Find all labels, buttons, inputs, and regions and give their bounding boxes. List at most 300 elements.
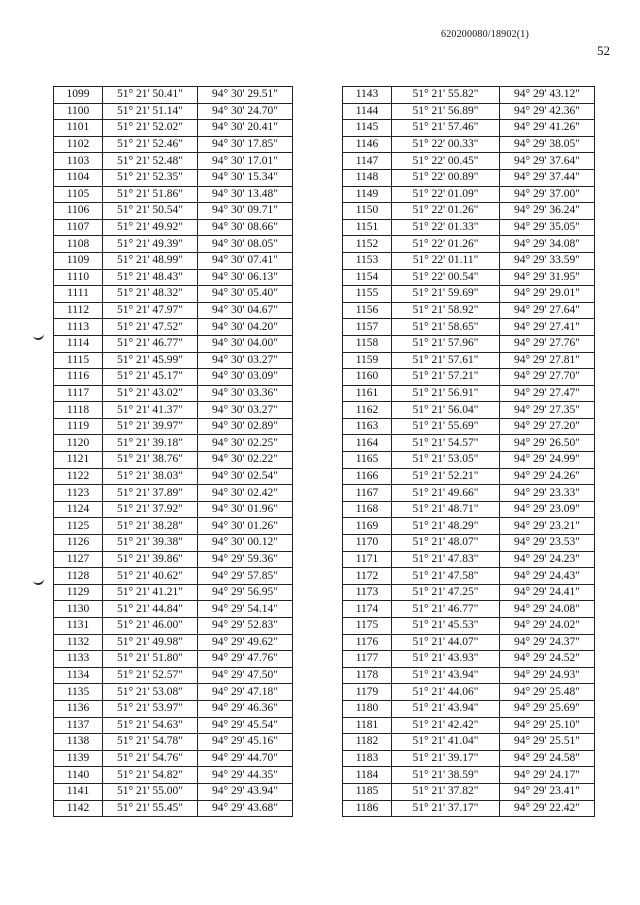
point-number-cell: 1174 bbox=[343, 601, 392, 618]
longitude-cell: 94° 30' 24.70" bbox=[198, 103, 293, 120]
longitude-cell: 94° 30' 08.66" bbox=[198, 219, 293, 236]
table-row bbox=[343, 535, 595, 552]
latitude-cell: 51° 21' 37.82" bbox=[392, 783, 500, 800]
point-number-cell: 1137 bbox=[54, 717, 103, 734]
longitude-cell: 94° 30' 02.89" bbox=[198, 418, 293, 435]
point-number-cell: 1164 bbox=[343, 435, 392, 452]
longitude-cell: 94° 29' 45.16" bbox=[198, 734, 293, 751]
latitude-cell: 51° 21' 50.54" bbox=[103, 203, 198, 220]
point-number-cell: 1151 bbox=[343, 219, 392, 236]
longitude-cell: 94° 29' 37.44" bbox=[500, 169, 595, 186]
point-number-cell: 1136 bbox=[54, 700, 103, 717]
latitude-cell: 51° 22' 01.26" bbox=[392, 236, 500, 253]
point-number-cell: 1116 bbox=[54, 369, 103, 386]
latitude-cell: 51° 21' 39.97" bbox=[103, 418, 198, 435]
point-number-cell: 1120 bbox=[54, 435, 103, 452]
point-number-cell: 1139 bbox=[54, 750, 103, 767]
longitude-cell: 94° 30' 17.01" bbox=[198, 153, 293, 170]
table-row bbox=[54, 418, 293, 435]
table-row bbox=[54, 103, 293, 120]
table-row bbox=[54, 468, 293, 485]
point-number-cell: 1125 bbox=[54, 518, 103, 535]
longitude-cell: 94° 29' 24.93" bbox=[500, 667, 595, 684]
point-number-cell: 1145 bbox=[343, 120, 392, 137]
point-number-cell: 1122 bbox=[54, 468, 103, 485]
table-row bbox=[343, 584, 595, 601]
point-number-cell: 1134 bbox=[54, 667, 103, 684]
table-row bbox=[54, 286, 293, 303]
table-row bbox=[343, 618, 595, 635]
latitude-cell: 51° 21' 54.78" bbox=[103, 734, 198, 751]
longitude-cell: 94° 30' 03.27" bbox=[198, 402, 293, 419]
latitude-cell: 51° 21' 49.98" bbox=[103, 634, 198, 651]
page-number: 52 bbox=[597, 43, 610, 58]
table-row bbox=[54, 634, 293, 651]
longitude-cell: 94° 29' 31.95" bbox=[500, 269, 595, 286]
point-number-cell: 1099 bbox=[54, 87, 103, 104]
longitude-cell: 94° 30' 13.48" bbox=[198, 186, 293, 203]
point-number-cell: 1140 bbox=[54, 767, 103, 784]
point-number-cell: 1171 bbox=[343, 551, 392, 568]
point-number-cell: 1166 bbox=[343, 468, 392, 485]
longitude-cell: 94° 29' 38.05" bbox=[500, 136, 595, 153]
longitude-cell: 94° 30' 03.27" bbox=[198, 352, 293, 369]
longitude-cell: 94° 29' 25.69" bbox=[500, 700, 595, 717]
latitude-cell: 51° 21' 45.99" bbox=[103, 352, 198, 369]
table-row bbox=[54, 269, 293, 286]
point-number-cell: 1124 bbox=[54, 501, 103, 518]
point-number-cell: 1148 bbox=[343, 169, 392, 186]
point-number-cell: 1106 bbox=[54, 203, 103, 220]
latitude-cell: 51° 21' 47.58" bbox=[392, 568, 500, 585]
point-number-cell: 1121 bbox=[54, 452, 103, 469]
table-row bbox=[343, 252, 595, 269]
latitude-cell: 51° 21' 39.17" bbox=[392, 750, 500, 767]
point-number-cell: 1138 bbox=[54, 734, 103, 751]
longitude-cell: 94° 30' 17.85" bbox=[198, 136, 293, 153]
point-number-cell: 1146 bbox=[343, 136, 392, 153]
longitude-cell: 94° 29' 24.99" bbox=[500, 452, 595, 469]
longitude-cell: 94° 30' 20.41" bbox=[198, 120, 293, 137]
table-row bbox=[54, 651, 293, 668]
point-number-cell: 1111 bbox=[54, 286, 103, 303]
latitude-cell: 51° 21' 55.82" bbox=[392, 87, 500, 104]
table-row bbox=[54, 302, 293, 319]
longitude-cell: 94° 29' 29.01" bbox=[500, 286, 595, 303]
table-row bbox=[343, 169, 595, 186]
table-row bbox=[54, 452, 293, 469]
longitude-cell: 94° 29' 23.33" bbox=[500, 485, 595, 502]
table-row bbox=[54, 120, 293, 137]
table-row bbox=[54, 601, 293, 618]
latitude-cell: 51° 21' 48.71" bbox=[392, 501, 500, 518]
point-number-cell: 1112 bbox=[54, 302, 103, 319]
point-number-cell: 1101 bbox=[54, 120, 103, 137]
longitude-cell: 94° 30' 29.51" bbox=[198, 87, 293, 104]
latitude-cell: 51° 21' 54.63" bbox=[103, 717, 198, 734]
table-row bbox=[343, 435, 595, 452]
table-row bbox=[343, 601, 595, 618]
table-row bbox=[343, 717, 595, 734]
latitude-cell: 51° 21' 49.92" bbox=[103, 219, 198, 236]
point-number-cell: 1181 bbox=[343, 717, 392, 734]
latitude-cell: 51° 22' 00.54" bbox=[392, 269, 500, 286]
point-number-cell: 1160 bbox=[343, 369, 392, 386]
table-row bbox=[343, 501, 595, 518]
table-row bbox=[54, 535, 293, 552]
longitude-cell: 94° 29' 22.42" bbox=[500, 800, 595, 817]
table-row bbox=[343, 269, 595, 286]
latitude-cell: 51° 21' 47.83" bbox=[392, 551, 500, 568]
point-number-cell: 1173 bbox=[343, 584, 392, 601]
table-row bbox=[54, 319, 293, 336]
longitude-cell: 94° 29' 36.24" bbox=[500, 203, 595, 220]
longitude-cell: 94° 29' 24.26" bbox=[500, 468, 595, 485]
point-number-cell: 1176 bbox=[343, 634, 392, 651]
latitude-cell: 51° 21' 52.46" bbox=[103, 136, 198, 153]
point-number-cell: 1117 bbox=[54, 385, 103, 402]
margin-mark bbox=[32, 330, 44, 341]
table-row bbox=[343, 302, 595, 319]
latitude-cell: 51° 22' 00.33" bbox=[392, 136, 500, 153]
table-row bbox=[343, 286, 595, 303]
table-row bbox=[343, 219, 595, 236]
table-row bbox=[343, 518, 595, 535]
latitude-cell: 51° 21' 44.07" bbox=[392, 634, 500, 651]
point-number-cell: 1123 bbox=[54, 485, 103, 502]
longitude-cell: 94° 29' 24.17" bbox=[500, 767, 595, 784]
longitude-cell: 94° 30' 02.25" bbox=[198, 435, 293, 452]
coordinates-table-left bbox=[53, 86, 293, 817]
latitude-cell: 51° 21' 59.69" bbox=[392, 286, 500, 303]
longitude-cell: 94° 30' 15.34" bbox=[198, 169, 293, 186]
table-row bbox=[54, 783, 293, 800]
longitude-cell: 94° 29' 25.51" bbox=[500, 734, 595, 751]
point-number-cell: 1104 bbox=[54, 169, 103, 186]
longitude-cell: 94° 29' 23.21" bbox=[500, 518, 595, 535]
latitude-cell: 51° 21' 57.96" bbox=[392, 335, 500, 352]
longitude-cell: 94° 29' 43.94" bbox=[198, 783, 293, 800]
latitude-cell: 51° 21' 46.77" bbox=[103, 335, 198, 352]
longitude-cell: 94° 29' 26.50" bbox=[500, 435, 595, 452]
latitude-cell: 51° 21' 41.21" bbox=[103, 584, 198, 601]
table-row bbox=[343, 485, 595, 502]
latitude-cell: 51° 21' 58.92" bbox=[392, 302, 500, 319]
table-row bbox=[343, 120, 595, 137]
latitude-cell: 51° 21' 58.65" bbox=[392, 319, 500, 336]
longitude-cell: 94° 30' 08.05" bbox=[198, 236, 293, 253]
table-row bbox=[343, 767, 595, 784]
latitude-cell: 51° 21' 52.21" bbox=[392, 468, 500, 485]
point-number-cell: 1128 bbox=[54, 568, 103, 585]
point-number-cell: 1182 bbox=[343, 734, 392, 751]
longitude-cell: 94° 29' 24.52" bbox=[500, 651, 595, 668]
longitude-cell: 94° 29' 23.09" bbox=[500, 501, 595, 518]
point-number-cell: 1118 bbox=[54, 402, 103, 419]
latitude-cell: 51° 21' 57.46" bbox=[392, 120, 500, 137]
table-row bbox=[343, 667, 595, 684]
latitude-cell: 51° 21' 48.32" bbox=[103, 286, 198, 303]
table-row bbox=[54, 584, 293, 601]
point-number-cell: 1180 bbox=[343, 700, 392, 717]
point-number-cell: 1135 bbox=[54, 684, 103, 701]
point-number-cell: 1102 bbox=[54, 136, 103, 153]
longitude-cell: 94° 29' 27.64" bbox=[500, 302, 595, 319]
latitude-cell: 51° 21' 41.04" bbox=[392, 734, 500, 751]
longitude-cell: 94° 30' 02.42" bbox=[198, 485, 293, 502]
longitude-cell: 94° 29' 37.64" bbox=[500, 153, 595, 170]
latitude-cell: 51° 21' 54.76" bbox=[103, 750, 198, 767]
longitude-cell: 94° 29' 47.50" bbox=[198, 667, 293, 684]
latitude-cell: 51° 22' 01.26" bbox=[392, 203, 500, 220]
latitude-cell: 51° 21' 37.17" bbox=[392, 800, 500, 817]
latitude-cell: 51° 21' 38.28" bbox=[103, 518, 198, 535]
table-row bbox=[54, 551, 293, 568]
latitude-cell: 51° 22' 00.45" bbox=[392, 153, 500, 170]
coordinates-table-right bbox=[342, 86, 595, 817]
table-row bbox=[343, 352, 595, 369]
point-number-cell: 1147 bbox=[343, 153, 392, 170]
table-row bbox=[54, 501, 293, 518]
longitude-cell: 94° 30' 01.26" bbox=[198, 518, 293, 535]
longitude-cell: 94° 29' 27.35" bbox=[500, 402, 595, 419]
point-number-cell: 1131 bbox=[54, 618, 103, 635]
point-number-cell: 1103 bbox=[54, 153, 103, 170]
longitude-cell: 94° 30' 02.54" bbox=[198, 468, 293, 485]
latitude-cell: 51° 21' 57.61" bbox=[392, 352, 500, 369]
table-row bbox=[54, 618, 293, 635]
point-number-cell: 1158 bbox=[343, 335, 392, 352]
point-number-cell: 1105 bbox=[54, 186, 103, 203]
point-number-cell: 1175 bbox=[343, 618, 392, 635]
point-number-cell: 1141 bbox=[54, 783, 103, 800]
longitude-cell: 94° 29' 42.36" bbox=[500, 103, 595, 120]
point-number-cell: 1167 bbox=[343, 485, 392, 502]
longitude-cell: 94° 29' 24.58" bbox=[500, 750, 595, 767]
table-row bbox=[343, 136, 595, 153]
table-row bbox=[343, 750, 595, 767]
longitude-cell: 94° 29' 46.36" bbox=[198, 700, 293, 717]
longitude-cell: 94° 30' 03.09" bbox=[198, 369, 293, 386]
latitude-cell: 51° 22' 01.11" bbox=[392, 252, 500, 269]
longitude-cell: 94° 29' 54.14" bbox=[198, 601, 293, 618]
latitude-cell: 51° 21' 46.77" bbox=[392, 601, 500, 618]
table-row bbox=[54, 568, 293, 585]
point-number-cell: 1152 bbox=[343, 236, 392, 253]
table-row bbox=[54, 800, 293, 817]
longitude-cell: 94° 29' 43.68" bbox=[198, 800, 293, 817]
longitude-cell: 94° 29' 24.37" bbox=[500, 634, 595, 651]
longitude-cell: 94° 30' 07.41" bbox=[198, 252, 293, 269]
longitude-cell: 94° 30' 03.36" bbox=[198, 385, 293, 402]
table-row bbox=[54, 203, 293, 220]
longitude-cell: 94° 29' 34.08" bbox=[500, 236, 595, 253]
longitude-cell: 94° 29' 27.76" bbox=[500, 335, 595, 352]
longitude-cell: 94° 30' 04.20" bbox=[198, 319, 293, 336]
table-row bbox=[343, 335, 595, 352]
table-row bbox=[54, 750, 293, 767]
latitude-cell: 51° 21' 51.86" bbox=[103, 186, 198, 203]
point-number-cell: 1163 bbox=[343, 418, 392, 435]
point-number-cell: 1130 bbox=[54, 601, 103, 618]
point-number-cell: 1107 bbox=[54, 219, 103, 236]
longitude-cell: 94° 29' 41.26" bbox=[500, 120, 595, 137]
longitude-cell: 94° 29' 24.08" bbox=[500, 601, 595, 618]
latitude-cell: 51° 21' 47.25" bbox=[392, 584, 500, 601]
longitude-cell: 94° 29' 24.23" bbox=[500, 551, 595, 568]
longitude-cell: 94° 29' 27.20" bbox=[500, 418, 595, 435]
longitude-cell: 94° 29' 35.05" bbox=[500, 219, 595, 236]
point-number-cell: 1162 bbox=[343, 402, 392, 419]
point-number-cell: 1155 bbox=[343, 286, 392, 303]
latitude-cell: 51° 21' 53.05" bbox=[392, 452, 500, 469]
latitude-cell: 51° 22' 01.09" bbox=[392, 186, 500, 203]
table-row bbox=[343, 203, 595, 220]
longitude-cell: 94° 29' 44.35" bbox=[198, 767, 293, 784]
point-number-cell: 1142 bbox=[54, 800, 103, 817]
table-row bbox=[343, 153, 595, 170]
latitude-cell: 51° 21' 53.97" bbox=[103, 700, 198, 717]
longitude-cell: 94° 30' 05.40" bbox=[198, 286, 293, 303]
latitude-cell: 51° 21' 56.04" bbox=[392, 402, 500, 419]
longitude-cell: 94° 29' 44.70" bbox=[198, 750, 293, 767]
table-row bbox=[343, 551, 595, 568]
table-row bbox=[54, 717, 293, 734]
table-row bbox=[54, 236, 293, 253]
point-number-cell: 1126 bbox=[54, 535, 103, 552]
latitude-cell: 51° 21' 48.29" bbox=[392, 518, 500, 535]
table-row bbox=[54, 136, 293, 153]
latitude-cell: 51° 21' 55.69" bbox=[392, 418, 500, 435]
longitude-cell: 94° 29' 23.53" bbox=[500, 535, 595, 552]
point-number-cell: 1161 bbox=[343, 385, 392, 402]
point-number-cell: 1157 bbox=[343, 319, 392, 336]
longitude-cell: 94° 29' 33.59" bbox=[500, 252, 595, 269]
longitude-cell: 94° 29' 56.95" bbox=[198, 584, 293, 601]
point-number-cell: 1168 bbox=[343, 501, 392, 518]
longitude-cell: 94° 29' 24.02" bbox=[500, 618, 595, 635]
latitude-cell: 51° 21' 43.93" bbox=[392, 651, 500, 668]
latitude-cell: 51° 21' 39.18" bbox=[103, 435, 198, 452]
table-row bbox=[54, 219, 293, 236]
latitude-cell: 51° 21' 54.57" bbox=[392, 435, 500, 452]
longitude-cell: 94° 29' 23.41" bbox=[500, 783, 595, 800]
point-number-cell: 1184 bbox=[343, 767, 392, 784]
latitude-cell: 51° 21' 42.42" bbox=[392, 717, 500, 734]
point-number-cell: 1132 bbox=[54, 634, 103, 651]
latitude-cell: 51° 21' 45.53" bbox=[392, 618, 500, 635]
latitude-cell: 51° 21' 39.38" bbox=[103, 535, 198, 552]
table-row bbox=[54, 485, 293, 502]
latitude-cell: 51° 21' 55.45" bbox=[103, 800, 198, 817]
longitude-cell: 94° 30' 01.96" bbox=[198, 501, 293, 518]
latitude-cell: 51° 21' 43.94" bbox=[392, 667, 500, 684]
longitude-cell: 94° 29' 27.81" bbox=[500, 352, 595, 369]
point-number-cell: 1159 bbox=[343, 352, 392, 369]
point-number-cell: 1177 bbox=[343, 651, 392, 668]
latitude-cell: 51° 21' 52.57" bbox=[103, 667, 198, 684]
latitude-cell: 51° 21' 46.00" bbox=[103, 618, 198, 635]
document-id: 620200080/18902(1) bbox=[441, 29, 530, 40]
latitude-cell: 51° 21' 48.43" bbox=[103, 269, 198, 286]
longitude-cell: 94° 29' 45.54" bbox=[198, 717, 293, 734]
point-number-cell: 1144 bbox=[343, 103, 392, 120]
latitude-cell: 51° 21' 47.52" bbox=[103, 319, 198, 336]
table-row bbox=[54, 435, 293, 452]
latitude-cell: 51° 21' 43.94" bbox=[392, 700, 500, 717]
point-number-cell: 1113 bbox=[54, 319, 103, 336]
table-row bbox=[343, 700, 595, 717]
point-number-cell: 1119 bbox=[54, 418, 103, 435]
point-number-cell: 1133 bbox=[54, 651, 103, 668]
point-number-cell: 1110 bbox=[54, 269, 103, 286]
longitude-cell: 94° 30' 04.00" bbox=[198, 335, 293, 352]
point-number-cell: 1114 bbox=[54, 335, 103, 352]
longitude-cell: 94° 29' 24.43" bbox=[500, 568, 595, 585]
latitude-cell: 51° 21' 56.91" bbox=[392, 385, 500, 402]
table-row bbox=[54, 518, 293, 535]
latitude-cell: 51° 21' 37.89" bbox=[103, 485, 198, 502]
point-number-cell: 1170 bbox=[343, 535, 392, 552]
longitude-cell: 94° 29' 27.41" bbox=[500, 319, 595, 336]
longitude-cell: 94° 30' 06.13" bbox=[198, 269, 293, 286]
point-number-cell: 1178 bbox=[343, 667, 392, 684]
table-row bbox=[343, 568, 595, 585]
table-row bbox=[54, 667, 293, 684]
point-number-cell: 1143 bbox=[343, 87, 392, 104]
latitude-cell: 51° 21' 49.66" bbox=[392, 485, 500, 502]
table-row bbox=[343, 634, 595, 651]
latitude-cell: 51° 21' 44.06" bbox=[392, 684, 500, 701]
latitude-cell: 51° 21' 45.17" bbox=[103, 369, 198, 386]
latitude-cell: 51° 21' 52.02" bbox=[103, 120, 198, 137]
latitude-cell: 51° 21' 57.21" bbox=[392, 369, 500, 386]
table-row bbox=[343, 369, 595, 386]
latitude-cell: 51° 21' 53.08" bbox=[103, 684, 198, 701]
latitude-cell: 51° 22' 00.89" bbox=[392, 169, 500, 186]
table-row bbox=[54, 767, 293, 784]
table-row bbox=[54, 186, 293, 203]
latitude-cell: 51° 21' 38.59" bbox=[392, 767, 500, 784]
table-row bbox=[343, 186, 595, 203]
longitude-cell: 94° 29' 47.18" bbox=[198, 684, 293, 701]
table-row bbox=[343, 385, 595, 402]
latitude-cell: 51° 21' 40.62" bbox=[103, 568, 198, 585]
point-number-cell: 1150 bbox=[343, 203, 392, 220]
latitude-cell: 51° 21' 44.84" bbox=[103, 601, 198, 618]
longitude-cell: 94° 29' 49.62" bbox=[198, 634, 293, 651]
longitude-cell: 94° 29' 25.48" bbox=[500, 684, 595, 701]
table-row bbox=[343, 684, 595, 701]
point-number-cell: 1154 bbox=[343, 269, 392, 286]
latitude-cell: 51° 21' 38.76" bbox=[103, 452, 198, 469]
table-row bbox=[343, 103, 595, 120]
table-row bbox=[343, 452, 595, 469]
latitude-cell: 51° 21' 51.14" bbox=[103, 103, 198, 120]
latitude-cell: 51° 21' 55.00" bbox=[103, 783, 198, 800]
point-number-cell: 1169 bbox=[343, 518, 392, 535]
table-row bbox=[54, 153, 293, 170]
latitude-cell: 51° 21' 49.39" bbox=[103, 236, 198, 253]
longitude-cell: 94° 29' 27.47" bbox=[500, 385, 595, 402]
longitude-cell: 94° 29' 24.41" bbox=[500, 584, 595, 601]
latitude-cell: 51° 21' 38.03" bbox=[103, 468, 198, 485]
latitude-cell: 51° 21' 37.92" bbox=[103, 501, 198, 518]
table-row bbox=[54, 352, 293, 369]
latitude-cell: 51° 21' 51.80" bbox=[103, 651, 198, 668]
latitude-cell: 51° 21' 54.82" bbox=[103, 767, 198, 784]
point-number-cell: 1108 bbox=[54, 236, 103, 253]
